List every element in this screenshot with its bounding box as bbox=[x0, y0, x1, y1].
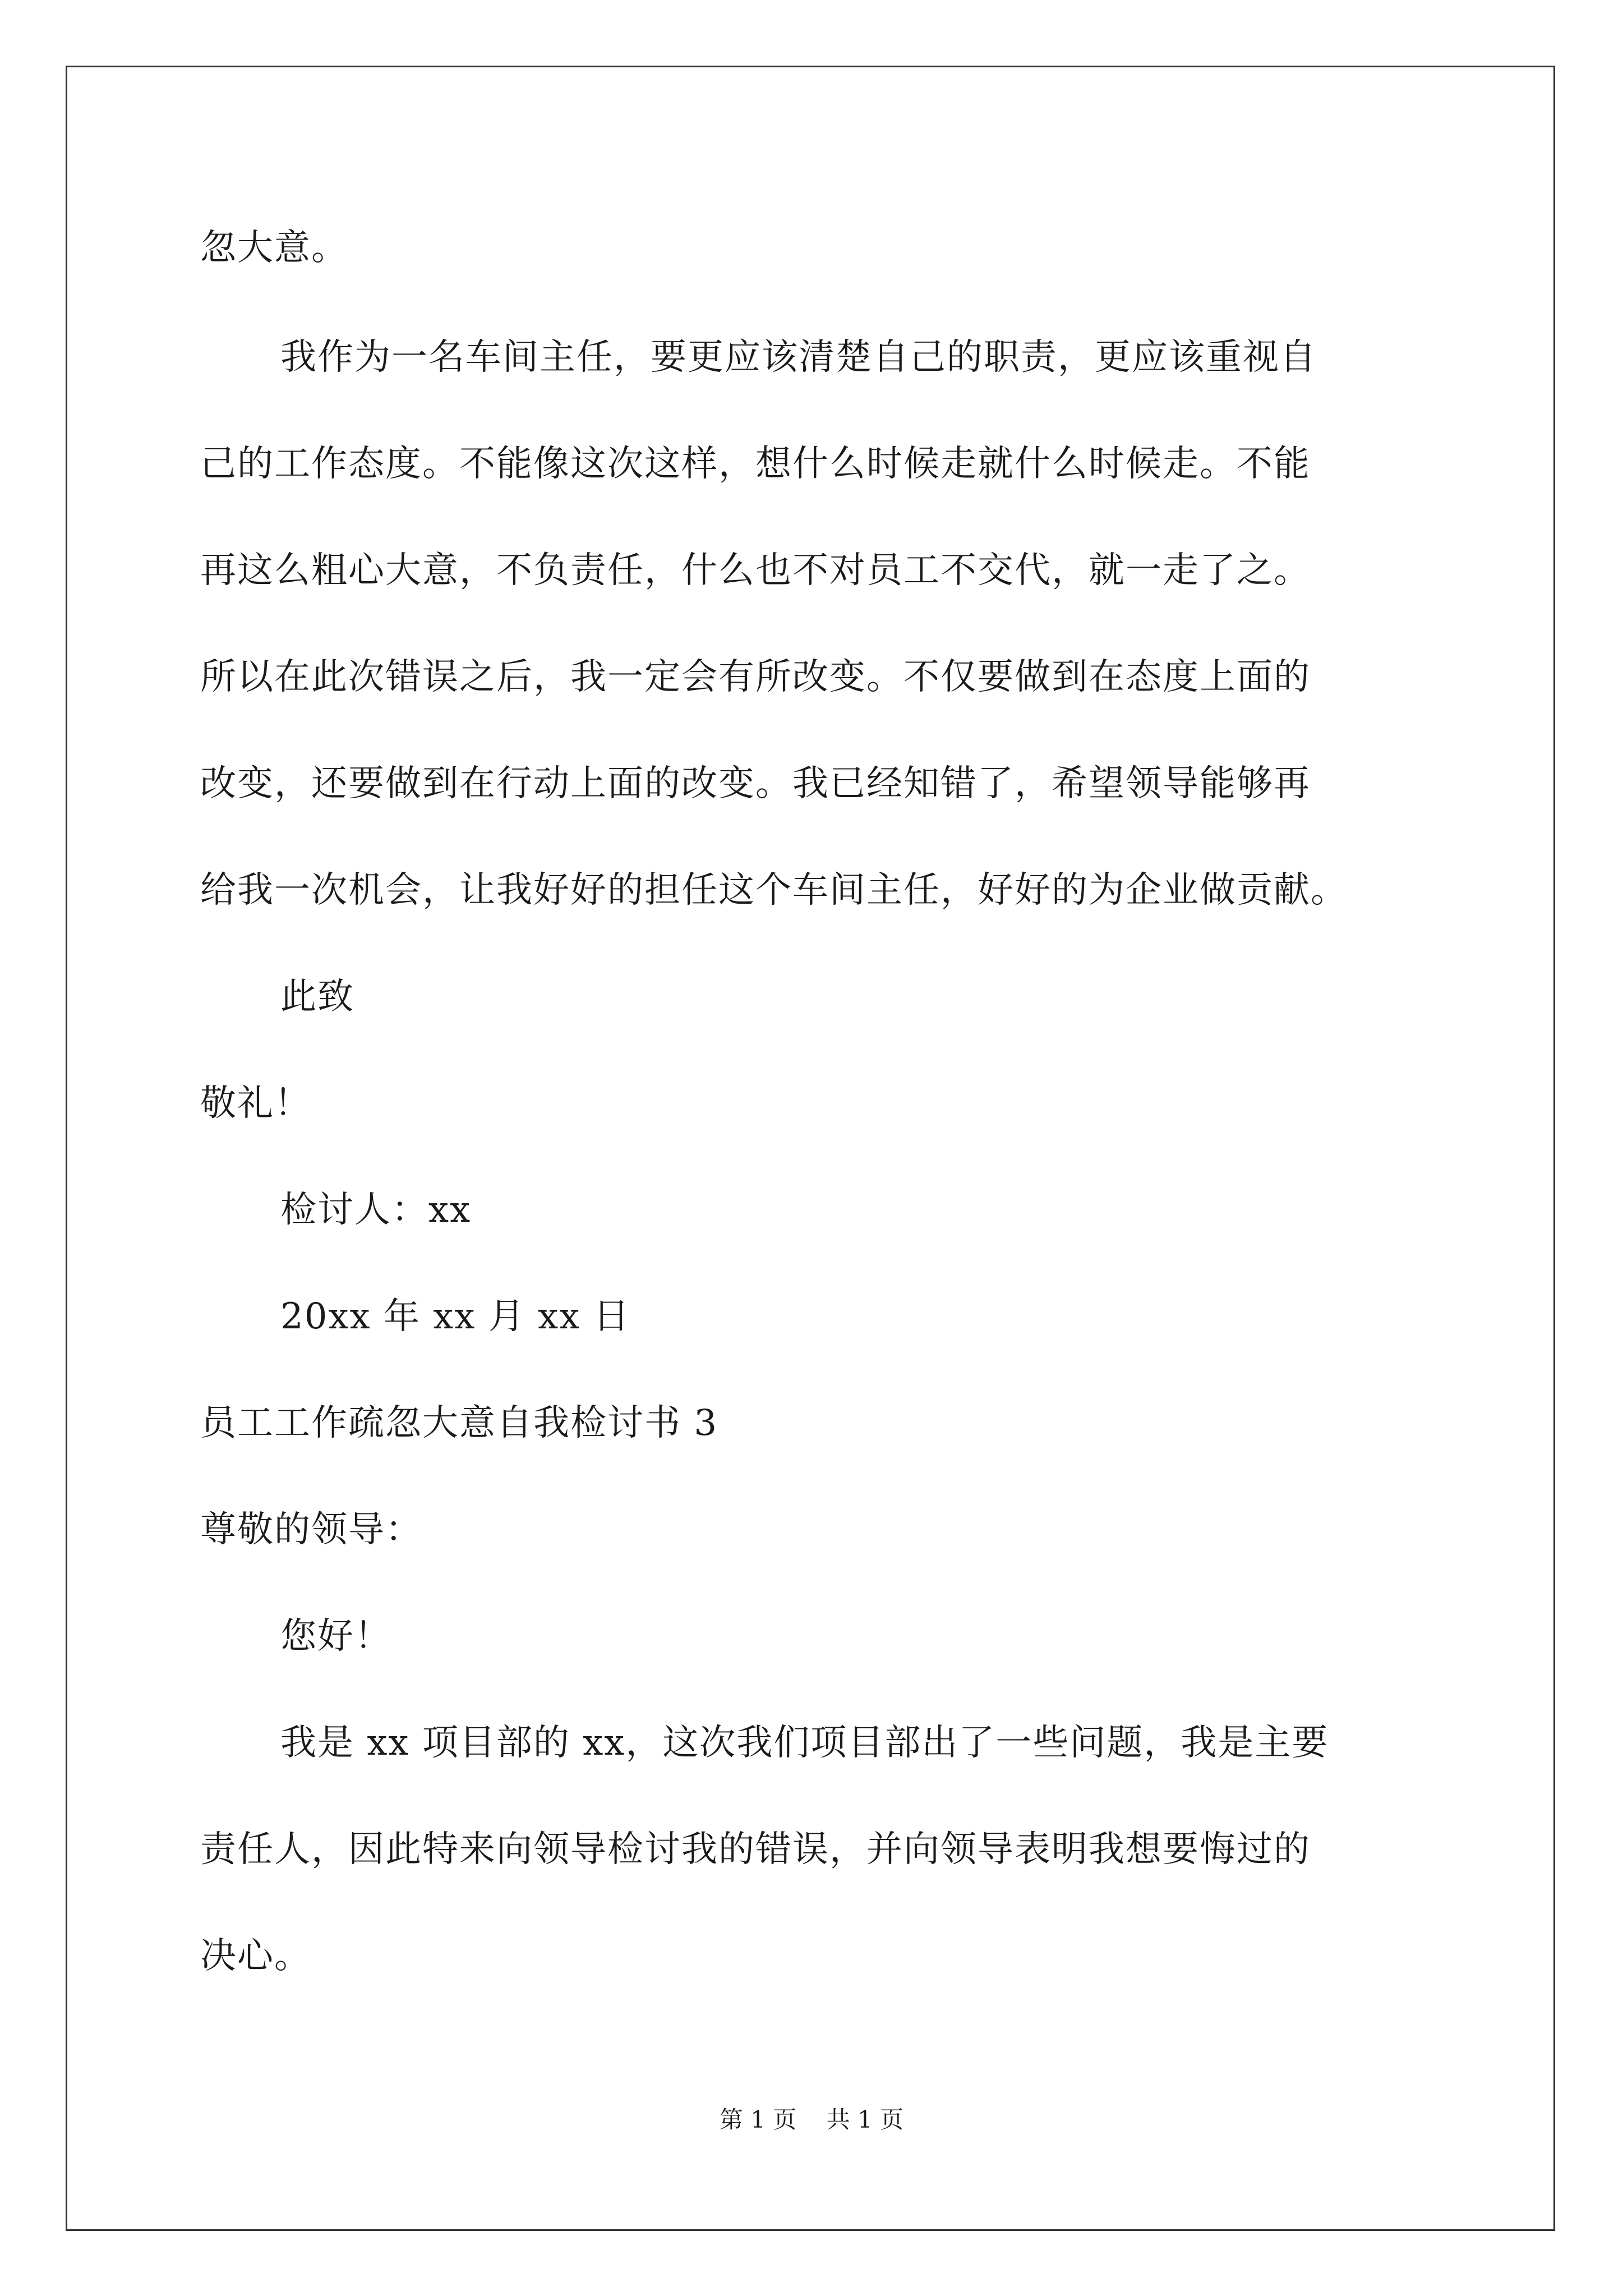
paragraph-line: 忽大意。 bbox=[200, 227, 348, 269]
section-title: 员工工作疏忽大意自我检讨书 3 bbox=[200, 1402, 718, 1444]
paragraph-line: 所以在此次错误之后，我一定会有所改变。不仅要做到在态度上面的 bbox=[200, 656, 1311, 698]
paragraph-line: 给我一次机会，让我好好的担任这个车间主任，好好的为企业做贡献。 bbox=[200, 869, 1348, 911]
closing-regards: 敬礼！ bbox=[200, 1083, 311, 1124]
paragraph-line: 我是 xx 项目部的 xx，这次我们项目部出了一些问题，我是主要 bbox=[280, 1722, 1329, 1764]
greeting-line: 您好！ bbox=[280, 1616, 391, 1657]
paragraph-line: 再这么粗心大意，不负责任，什么也不对员工不交代，就一走了之。 bbox=[200, 550, 1311, 591]
paragraph-line: 己的工作态度。不能像这次这样，想什么时候走就什么时候走。不能 bbox=[200, 443, 1311, 485]
paragraph-line: 改变，还要做到在行动上面的改变。我已经知错了，希望领导能够再 bbox=[200, 763, 1311, 804]
paragraph-line: 责任人，因此特来向领导检讨我的错误，并向领导表明我想要悔过的 bbox=[200, 1829, 1311, 1870]
signature-line: 检讨人：xx bbox=[280, 1189, 472, 1231]
paragraph-line: 决心。 bbox=[200, 1935, 311, 1977]
page-footer: 第 1 页 共 1 页 bbox=[719, 2106, 904, 2133]
paragraph-line: 我作为一名车间主任，要更应该清楚自己的职责，更应该重视自 bbox=[280, 337, 1317, 378]
date-line: 20xx 年 xx 月 xx 日 bbox=[280, 1296, 630, 1337]
greeting-line: 尊敬的领导： bbox=[200, 1509, 422, 1550]
closing-salutation: 此致 bbox=[280, 976, 354, 1018]
page-border bbox=[66, 66, 1555, 2231]
